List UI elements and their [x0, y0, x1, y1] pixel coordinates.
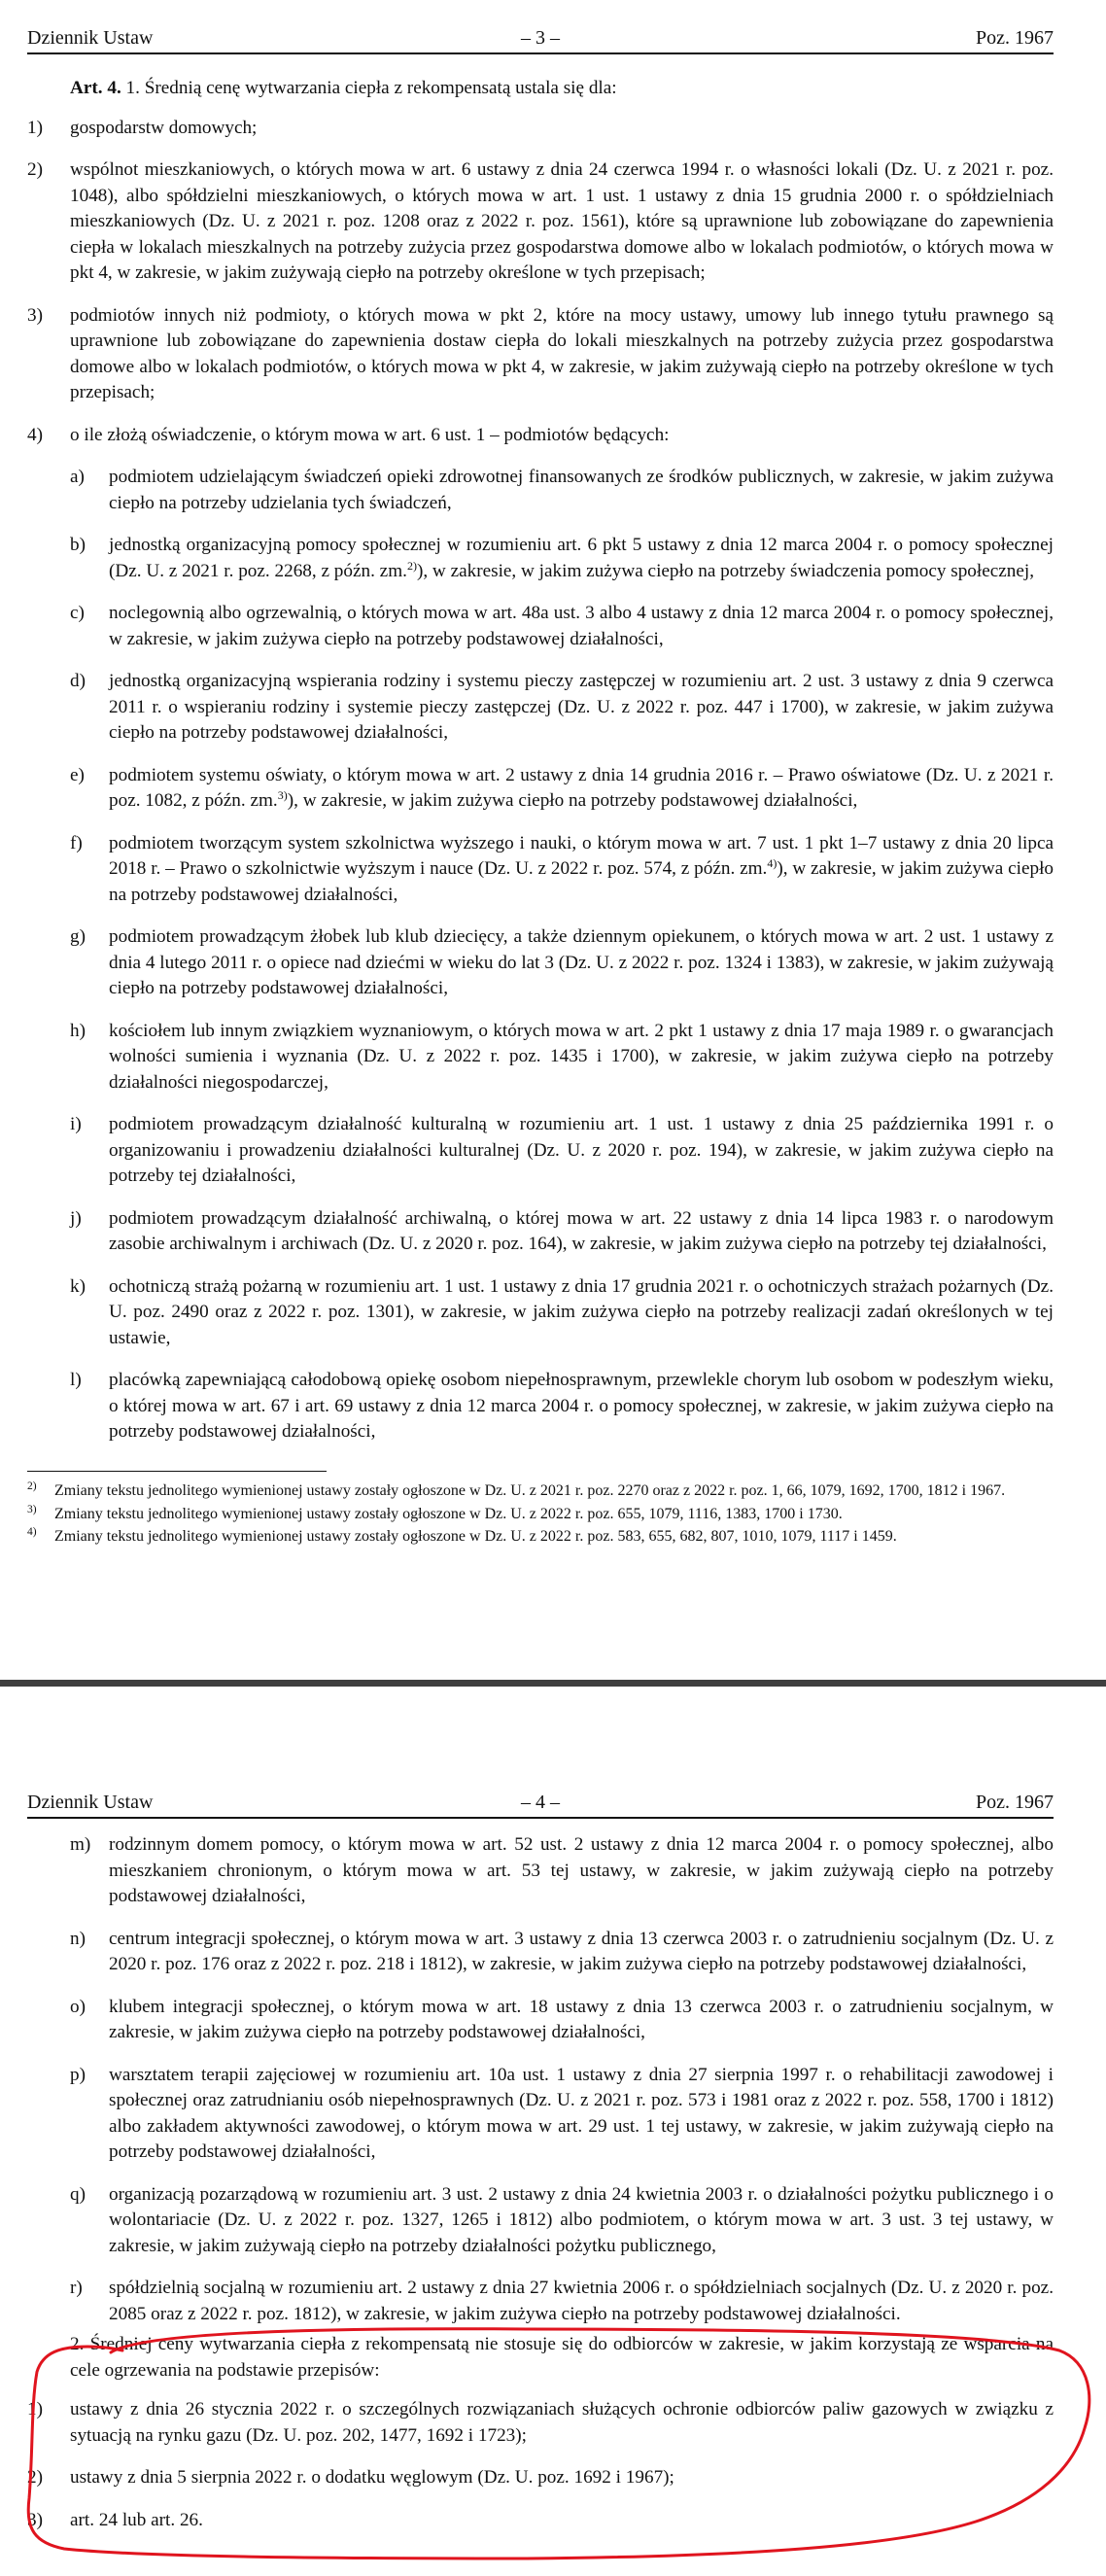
list-item [27, 2397, 1054, 2449]
sub-item-letter: h) [70, 1020, 86, 1041]
list-item [27, 157, 1054, 287]
page-number: – 4 – [521, 1792, 560, 1813]
sub-item-letter: e) [70, 764, 85, 785]
item-number: 3) [27, 2509, 43, 2530]
sub-item [27, 2276, 1054, 2327]
footnote-text: Zmiany tekstu jednolitego wymienionej ustawy zostały ogłoszone w Dz. U. z 2022 r. poz. 655, 1079, 1116, 1383, 1700 i 1730. [54, 1505, 843, 1522]
footnote [27, 1479, 1054, 1503]
footnote-ref: 3) [277, 788, 288, 802]
footnote-ref: 4) [767, 856, 778, 870]
sub-item-text: podmiotem prowadzącym działalność archiwalną, o której mowa w art. 22 ustawy z dnia 14 lipca 1983 r. o narodowym zasobie archiwalnym i archiwach (Dz. U. z 2020 r. poz. 164), w zakresie, w jakim zużywa ciepło na potrzeby tej działalności, [109, 1207, 1054, 1254]
sub-item [27, 2063, 1054, 2166]
footnote-ref: 2) [406, 558, 417, 573]
sub-item [27, 924, 1054, 1002]
sub-item-text: jednostką organizacyjną pomocy społecznej w rozumieniu art. 6 pkt 5 ustawy z dnia 12 marca 2004 r. o pomocy społecznej (Dz. U. z 2021 r. poz. 2268, z późn. zm. [109, 535, 1054, 581]
item-text: o ile złożą oświadczenie, o którym mowa w art. 6 ust. 1 – podmiotów będących: [70, 424, 670, 445]
sub-item [27, 465, 1054, 516]
article-label: Art. 4. [70, 78, 121, 98]
sub-item-text: podmiotem udzielającym świadczeń opieki zdrowotnej finansowanych ze środków publicznych, w zakresie, w jakim zużywa ciepło na potrzeby udzielania tych świadczeń, [109, 467, 1054, 513]
position-number: Poz. 1967 [976, 1792, 1054, 1813]
list-item [27, 423, 1054, 449]
page-body [27, 76, 1054, 1445]
sub-item-letter: g) [70, 926, 86, 947]
sub-item-text: spółdzielnią socjalną w rozumieniu art. 2 ustawy z dnia 27 kwietnia 2006 r. o spółdzielniach socjalnych (Dz. U. z 2020 r. poz. 2085 oraz z 2022 r. poz. 1812), w zakresie, w jakim zużywa ciepło na potrzeby podstawowej działalności. [109, 2278, 1054, 2324]
item-text: podmiotów innych niż podmioty, o których mowa w pkt 2, które na mocy ustawy, umowy lub innego tytułu prawnego są uprawnione lub zobowiązane do zapewnienia dostaw ciepła do lokali mieszkalnych na potrzeby zużycia przez gospodarstwa domowe albo w lokalach podmiotów, o których mowa w pkt 4, w zakresie, w jakim zużywają ciepło na potrzeby określone w tych przepisach; [70, 304, 1054, 402]
footnote-number: 3) [27, 1503, 37, 1515]
journal-name: Dziennik Ustaw [27, 27, 154, 49]
sub-item [27, 1274, 1054, 1352]
sub-item [27, 1927, 1054, 1978]
sub-item-letter: d) [70, 671, 86, 691]
sub-item [27, 601, 1054, 652]
sub-item-letter: b) [70, 535, 86, 555]
sub-item [27, 1832, 1054, 1910]
sub-item-letter: p) [70, 2064, 86, 2085]
sub-item-letter: m) [70, 1834, 91, 1855]
sub-item-letter: i) [70, 1114, 82, 1134]
sub-item-letter: o) [70, 1996, 86, 2017]
sub-item-text: podmiotem tworzącym system szkolnictwa wyższego i nauki, o którym mowa w art. 7 ust. 1 pkt 1–7 ustawy z dnia 20 lipca 2018 r. – Prawo o szkolnictwie wyższym i nauce (Dz. U. z 2022 r. poz. 574, z późn. zm. [109, 832, 1054, 879]
item-number: 3) [27, 304, 43, 326]
sub-item-letter: n) [70, 1928, 86, 1949]
sub-item-letter: a) [70, 467, 85, 487]
sub-item-text: rodzinnym domem pomocy, o którym mowa w art. 52 ust. 2 ustawy z dnia 12 marca 2004 r. o pomocy społecznej, albo mieszkaniem chronionym, o którym mowa w art. 53 tej ustawy, w zakresie, w jakim zużywają ciepło na potrzeby podstawowej działalności, [109, 1834, 1054, 1906]
footnote-divider [27, 1471, 327, 1472]
list-item [27, 2508, 1054, 2534]
sub-item-text: ), w zakresie, w jakim zużywa ciepło na potrzeby podstawowej działalności, [287, 790, 858, 811]
footnotes [27, 1479, 1054, 1549]
sub-item [27, 533, 1054, 584]
sub-item-text: centrum integracji społecznej, o którym mowa w art. 3 ustawy z dnia 13 czerwca 2003 r. o zatrudnieniu socjalnym (Dz. U. z 2020 r. poz. 176 oraz z 2022 r. poz. 218 i 1812), w zakresie, w jakim zużywa ciepło na potrzeby podstawowej działalności, [109, 1928, 1054, 1974]
sub-item-text: noclegownią albo ogrzewalnią, o których mowa w art. 48a ust. 3 albo 4 ustawy z dnia 12 marca 2004 r. o pomocy społecznej, w zakresie, w jakim zużywa ciepło na potrzeby podstawowej działalności, [109, 603, 1054, 649]
footnote-number: 2) [27, 1480, 37, 1492]
sub-item [27, 763, 1054, 815]
paragraph-2: 2. Średniej ceny wytwarzania ciepła z rekompensatą nie stosuje się do odbiorców w zakresie, w jakim korzystają ze wsparcia na cele ogrzewania na podstawie przepisów: [70, 2334, 1054, 2381]
sub-item [27, 669, 1054, 747]
sub-item-text: podmiotem systemu oświaty, o którym mowa w art. 2 ustawy z dnia 14 grudnia 2016 r. – Prawo oświatowe (Dz. U. z 2021 r. poz. 1082, z późn. zm. [109, 764, 1054, 811]
item-text: gospodarstw domowych; [70, 117, 258, 138]
article-intro-text: 1. Średnią cenę wytwarzania ciepła z rekompensatą ustala się dla: [121, 78, 617, 98]
sub-item-text: ), w zakresie, w jakim zużywa ciepło na potrzeby podstawowej działalności, [109, 858, 1054, 905]
page-separator [0, 1680, 1106, 1711]
item-number: 2) [27, 2467, 43, 2488]
page-header [27, 1790, 1054, 1819]
sub-item-text: ochotniczą strażą pożarną w rozumieniu art. 1 ust. 1 ustawy z dnia 17 grudnia 2021 r. o ochotniczych strażach pożarnych (Dz. U. poz. 2490 oraz z 2022 r. poz. 1301), w zakresie, w jakim zużywa ciepło na potrzeby realizacji zadań określonych w tej ustawie, [109, 1275, 1054, 1348]
sub-item [27, 1368, 1054, 1445]
sub-item-text: organizacją pozarządową w rozumieniu art. 3 ust. 2 ustawy z dnia 24 kwietnia 2003 r. o działalności pożytku publicznego i o wolontariacie (Dz. U. z 2022 r. poz. 1327, 1265 i 1812) albo podmiotem, o którym mowa w art. 3 ust. 3 tej ustawy, w zakresie, w jakim zużywają ciepło na potrzeby działalności pożytku publicznego, [109, 2183, 1054, 2256]
list-item [27, 303, 1054, 406]
item-text: art. 24 lub art. 26. [70, 2509, 203, 2530]
page-4 [0, 1711, 1106, 2576]
sub-item-letter: j) [70, 1207, 82, 1229]
footnote [27, 1503, 1054, 1526]
sub-item-letter: q) [70, 2183, 86, 2205]
page-body [27, 1832, 1054, 2533]
item-number: 2) [27, 159, 43, 180]
sub-item [27, 831, 1054, 909]
item-number: 1) [27, 2399, 43, 2419]
journal-name: Dziennik Ustaw [27, 1792, 154, 1813]
sub-item-letter: f) [70, 832, 83, 853]
sub-item-text: placówką zapewniającą całodobową opiekę osobom niepełnosprawnym, przewlekle chorym lub osobom w podeszłym wieku, o której mowa w art. 67 i art. 69 ustawy z dnia 12 marca 2004 r. o pomocy społecznej, w zakresie, w jakim zużywa ciepło na potrzeby podstawowej działalności, [109, 1370, 1054, 1442]
footnote-text: Zmiany tekstu jednolitego wymienionej ustawy zostały ogłoszone w Dz. U. z 2022 r. poz. 583, 655, 682, 807, 1010, 1079, 1117 i 1459. [54, 1528, 897, 1545]
position-number: Poz. 1967 [976, 27, 1054, 49]
sub-item [27, 2182, 1054, 2260]
footnote [27, 1525, 1054, 1549]
page-header [27, 25, 1054, 54]
sub-item-letter: k) [70, 1275, 86, 1297]
sub-item-letter: l) [70, 1370, 82, 1390]
item-number: 4) [27, 424, 43, 445]
list-item [27, 116, 1054, 142]
sub-item-letter: r) [70, 2278, 83, 2298]
sub-item [27, 1995, 1054, 2046]
page-number: – 3 – [521, 27, 560, 49]
item-text: ustawy z dnia 5 sierpnia 2022 r. o dodatku węglowym (Dz. U. poz. 1692 i 1967); [70, 2467, 674, 2488]
footnote-number: 4) [27, 1526, 37, 1538]
sub-item [27, 1206, 1054, 1258]
item-number: 1) [27, 117, 43, 138]
sub-item-text: kościołem lub innym związkiem wyznaniowym, o których mowa w art. 2 pkt 1 ustawy z dnia 17 maja 1989 r. o gwarancjach wolności sumienia i wyznania (Dz. U. z 2022 r. poz. 1435 i 1700), w zakresie, w jakim zużywa ciepło na potrzeby działalności niegospodarczej, [109, 1020, 1054, 1093]
item-text: ustawy z dnia 26 stycznia 2022 r. o szczególnych rozwiązaniach służących ochronie odbiorców paliw gazowych w związku z sytuacją na rynku gazu (Dz. U. poz. 202, 1477, 1692 i 1723); [70, 2399, 1054, 2446]
sub-item [27, 1019, 1054, 1097]
article-intro [27, 76, 1054, 102]
footnote-text: Zmiany tekstu jednolitego wymienionej ustawy zostały ogłoszone w Dz. U. z 2021 r. poz. 2270 oraz z 2022 r. poz. 1, 66, 1079, 1692, 1700, 1812 i 1967. [54, 1482, 1006, 1499]
list-item [27, 2465, 1054, 2491]
sub-item-letter: c) [70, 603, 85, 623]
sub-item [27, 1112, 1054, 1190]
sub-item-text: podmiotem prowadzącym działalność kulturalną w rozumieniu art. 1 ust. 1 ustawy z dnia 25 października 1991 r. o organizowaniu i prowadzeniu działalności kulturalnej (Dz. U. z 2020 r. poz. 194), w zakresie, w jakim zużywa ciepło na potrzeby tej działalności, [109, 1114, 1054, 1186]
sub-item-text: podmiotem prowadzącym żłobek lub klub dziecięcy, a także dziennym opiekunem, o których mowa w art. 2 ust. 1 ustawy z dnia 4 lutego 2011 r. o opiece nad dziećmi w wieku do lat 3 (Dz. U. z 2022 r. poz. 1324 i 1383), w zakresie, w jakim zużywają ciepło na potrzeby podstawowej działalności, [109, 926, 1054, 998]
item-text: wspólnot mieszkaniowych, o których mowa w art. 6 ustawy z dnia 24 czerwca 1994 r. o własności lokali (Dz. U. z 2021 r. poz. 1048), albo spółdzielni mieszkaniowych, o których mowa w art. 1 ust. 1 ustawy z dnia 15 grudnia 2000 r. o spółdzielniach mieszkaniowych (Dz. U. z 2021 r. poz. 1208 oraz z 2022 r. poz. 1561), które są uprawnione lub zobowiązane do zapewnienia ciepła w lokalach mieszkalnych na potrzeby zużycia przez gospodarstwa domowe albo w lokalach podmiotów, o których mowa w pkt 4, w zakresie, w jakim zużywają ciepło na potrzeby określone w tych przepisach; [70, 159, 1054, 283]
sub-item-text: warsztatem terapii zajęciowej w rozumieniu art. 10a ust. 1 ustawy z dnia 27 sierpnia 1997 r. o rehabilitacji zawodowej i społecznej oraz zatrudnianiu osób niepełnosprawnych (Dz. U. z 2021 r. poz. 573 i 1981 oraz z 2022 r. poz. 558, 1700 i 1812) albo zakładem aktywności zawodowej, o którym mowa w art. 29 ust. 1 tej ustawy, w zakresie, w jakim zużywają ciepło na potrzeby podstawowej działalności, [109, 2064, 1054, 2162]
sub-item-text: jednostką organizacyjną wspierania rodziny i systemu pieczy zastępczej w rozumieniu art. 2 ust. 3 ustawy z dnia 9 czerwca 2011 r. o wspieraniu rodziny i systemie pieczy zastępczej (Dz. U. z 2022 r. poz. 447 i 1700), w zakresie, w jakim zużywa ciepło na potrzeby podstawowej działalności, [109, 671, 1054, 743]
sub-item-text: klubem integracji społecznej, o którym mowa w art. 18 ustawy z dnia 13 czerwca 2003 r. o zatrudnieniu socjalnym, w zakresie, w jakim zużywa ciepło na potrzeby podstawowej działalności, [109, 1996, 1054, 2042]
sub-item-text: ), w zakresie, w jakim zużywa ciepło na potrzeby świadczenia pomocy społecznej, [416, 560, 1034, 581]
